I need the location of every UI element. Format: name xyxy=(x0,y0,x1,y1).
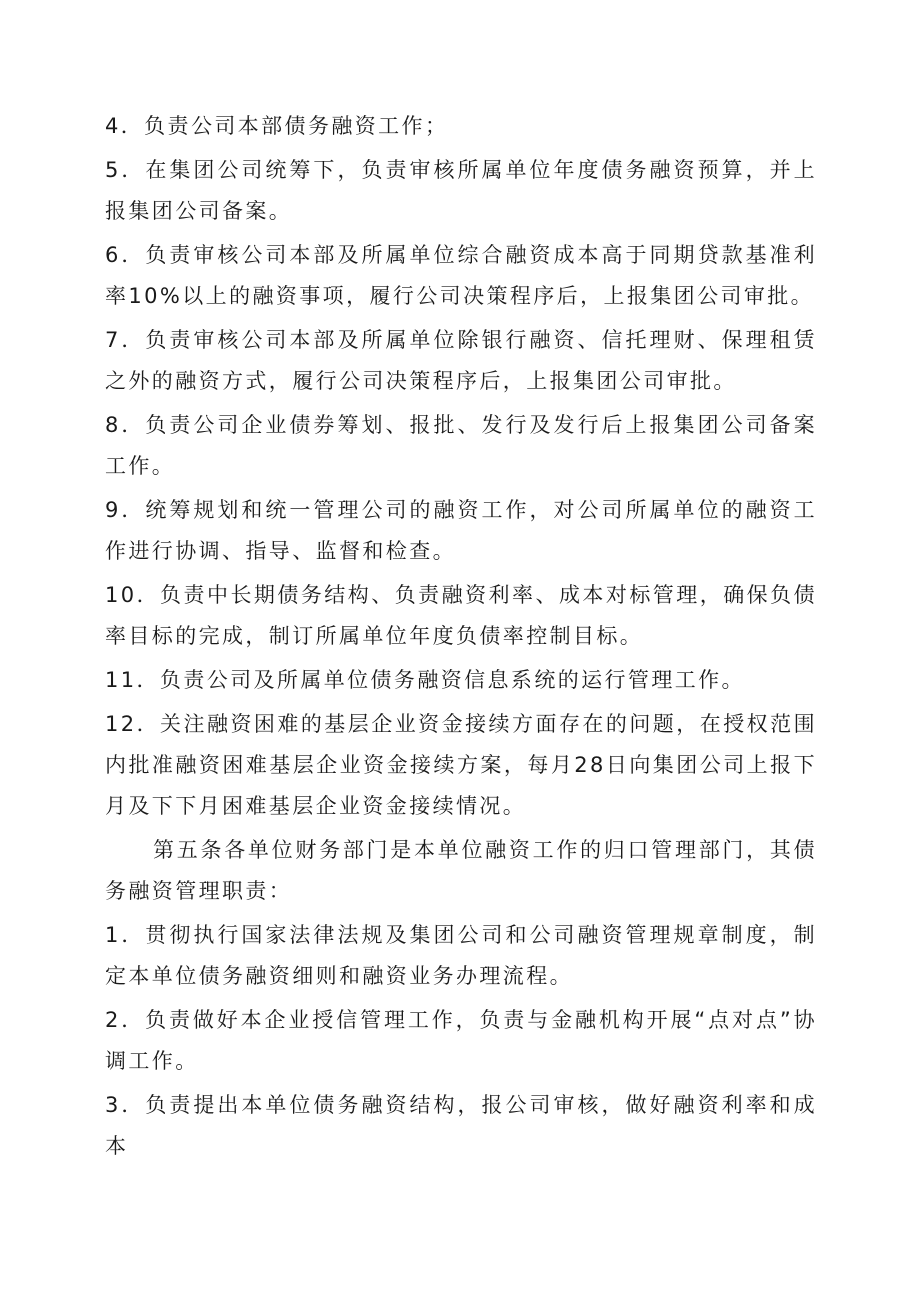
list-item-1: 1．贯彻执行国家法律法规及集团公司和公司融资管理规章制度，制定本单位债务融资细则和融资业务办理流程。 xyxy=(105,923,817,988)
list-item-9: 9．统筹规划和统一管理公司的融资工作，对公司所属单位的融资工作进行协调、指导、监督和检查。 xyxy=(105,498,817,563)
list-item-7: 7．负责审核公司本部及所属单位除银行融资、信托理财、保理租赁之外的融资方式，履行公司决策程序后，上报集团公司审批。 xyxy=(105,328,817,393)
list-item-11: 11．负责公司及所属单位债务融资信息系统的运行管理工作。 xyxy=(105,668,745,692)
article-text: 各单位财务部门是本单位融资工作的归口管理部门，其债务融资管理职责： xyxy=(105,838,818,903)
list-item-10: 10．负责中长期债务结构、负责融资利率、成本对标管理，确保负债率目标的完成，制订所属单位年度负债率控制目标。 xyxy=(105,583,817,648)
article-five xyxy=(105,830,817,912)
list-item-8: 8．负责公司企业债券筹划、报批、发行及发行后上报集团公司备案工作。 xyxy=(105,413,817,478)
list-item-5: 5．在集团公司统筹下，负责审核所属单位年度债务融资预算，并上报集团公司备案。 xyxy=(105,158,817,223)
list-item-4: 4．负责公司本部债务融资工作； xyxy=(105,114,449,138)
list-item-6: 6．负责审核公司本部及所属单位综合融资成本高于同期贷款基准利率10%以上的融资事项，履行公司决策程序后，上报集团公司审批。 xyxy=(105,243,817,308)
list-item-2: 2．负责做好本企业授信管理工作，负责与金融机构开展“点对点”协调工作。 xyxy=(105,1008,817,1073)
list-item-12: 12．关注融资困难的基层企业资金接续方面存在的问题，在授权范围内批准融资困难基层企业资金接续方案，每月28日向集团公司上报下月及下下月困难基层企业资金接续情况。 xyxy=(105,712,817,818)
document-body xyxy=(105,106,817,1170)
article-title: 第五条 xyxy=(153,838,225,862)
list-item-3: 3．负责提出本单位债务融资结构，报公司审核，做好融资利率和成本 xyxy=(105,1093,817,1158)
